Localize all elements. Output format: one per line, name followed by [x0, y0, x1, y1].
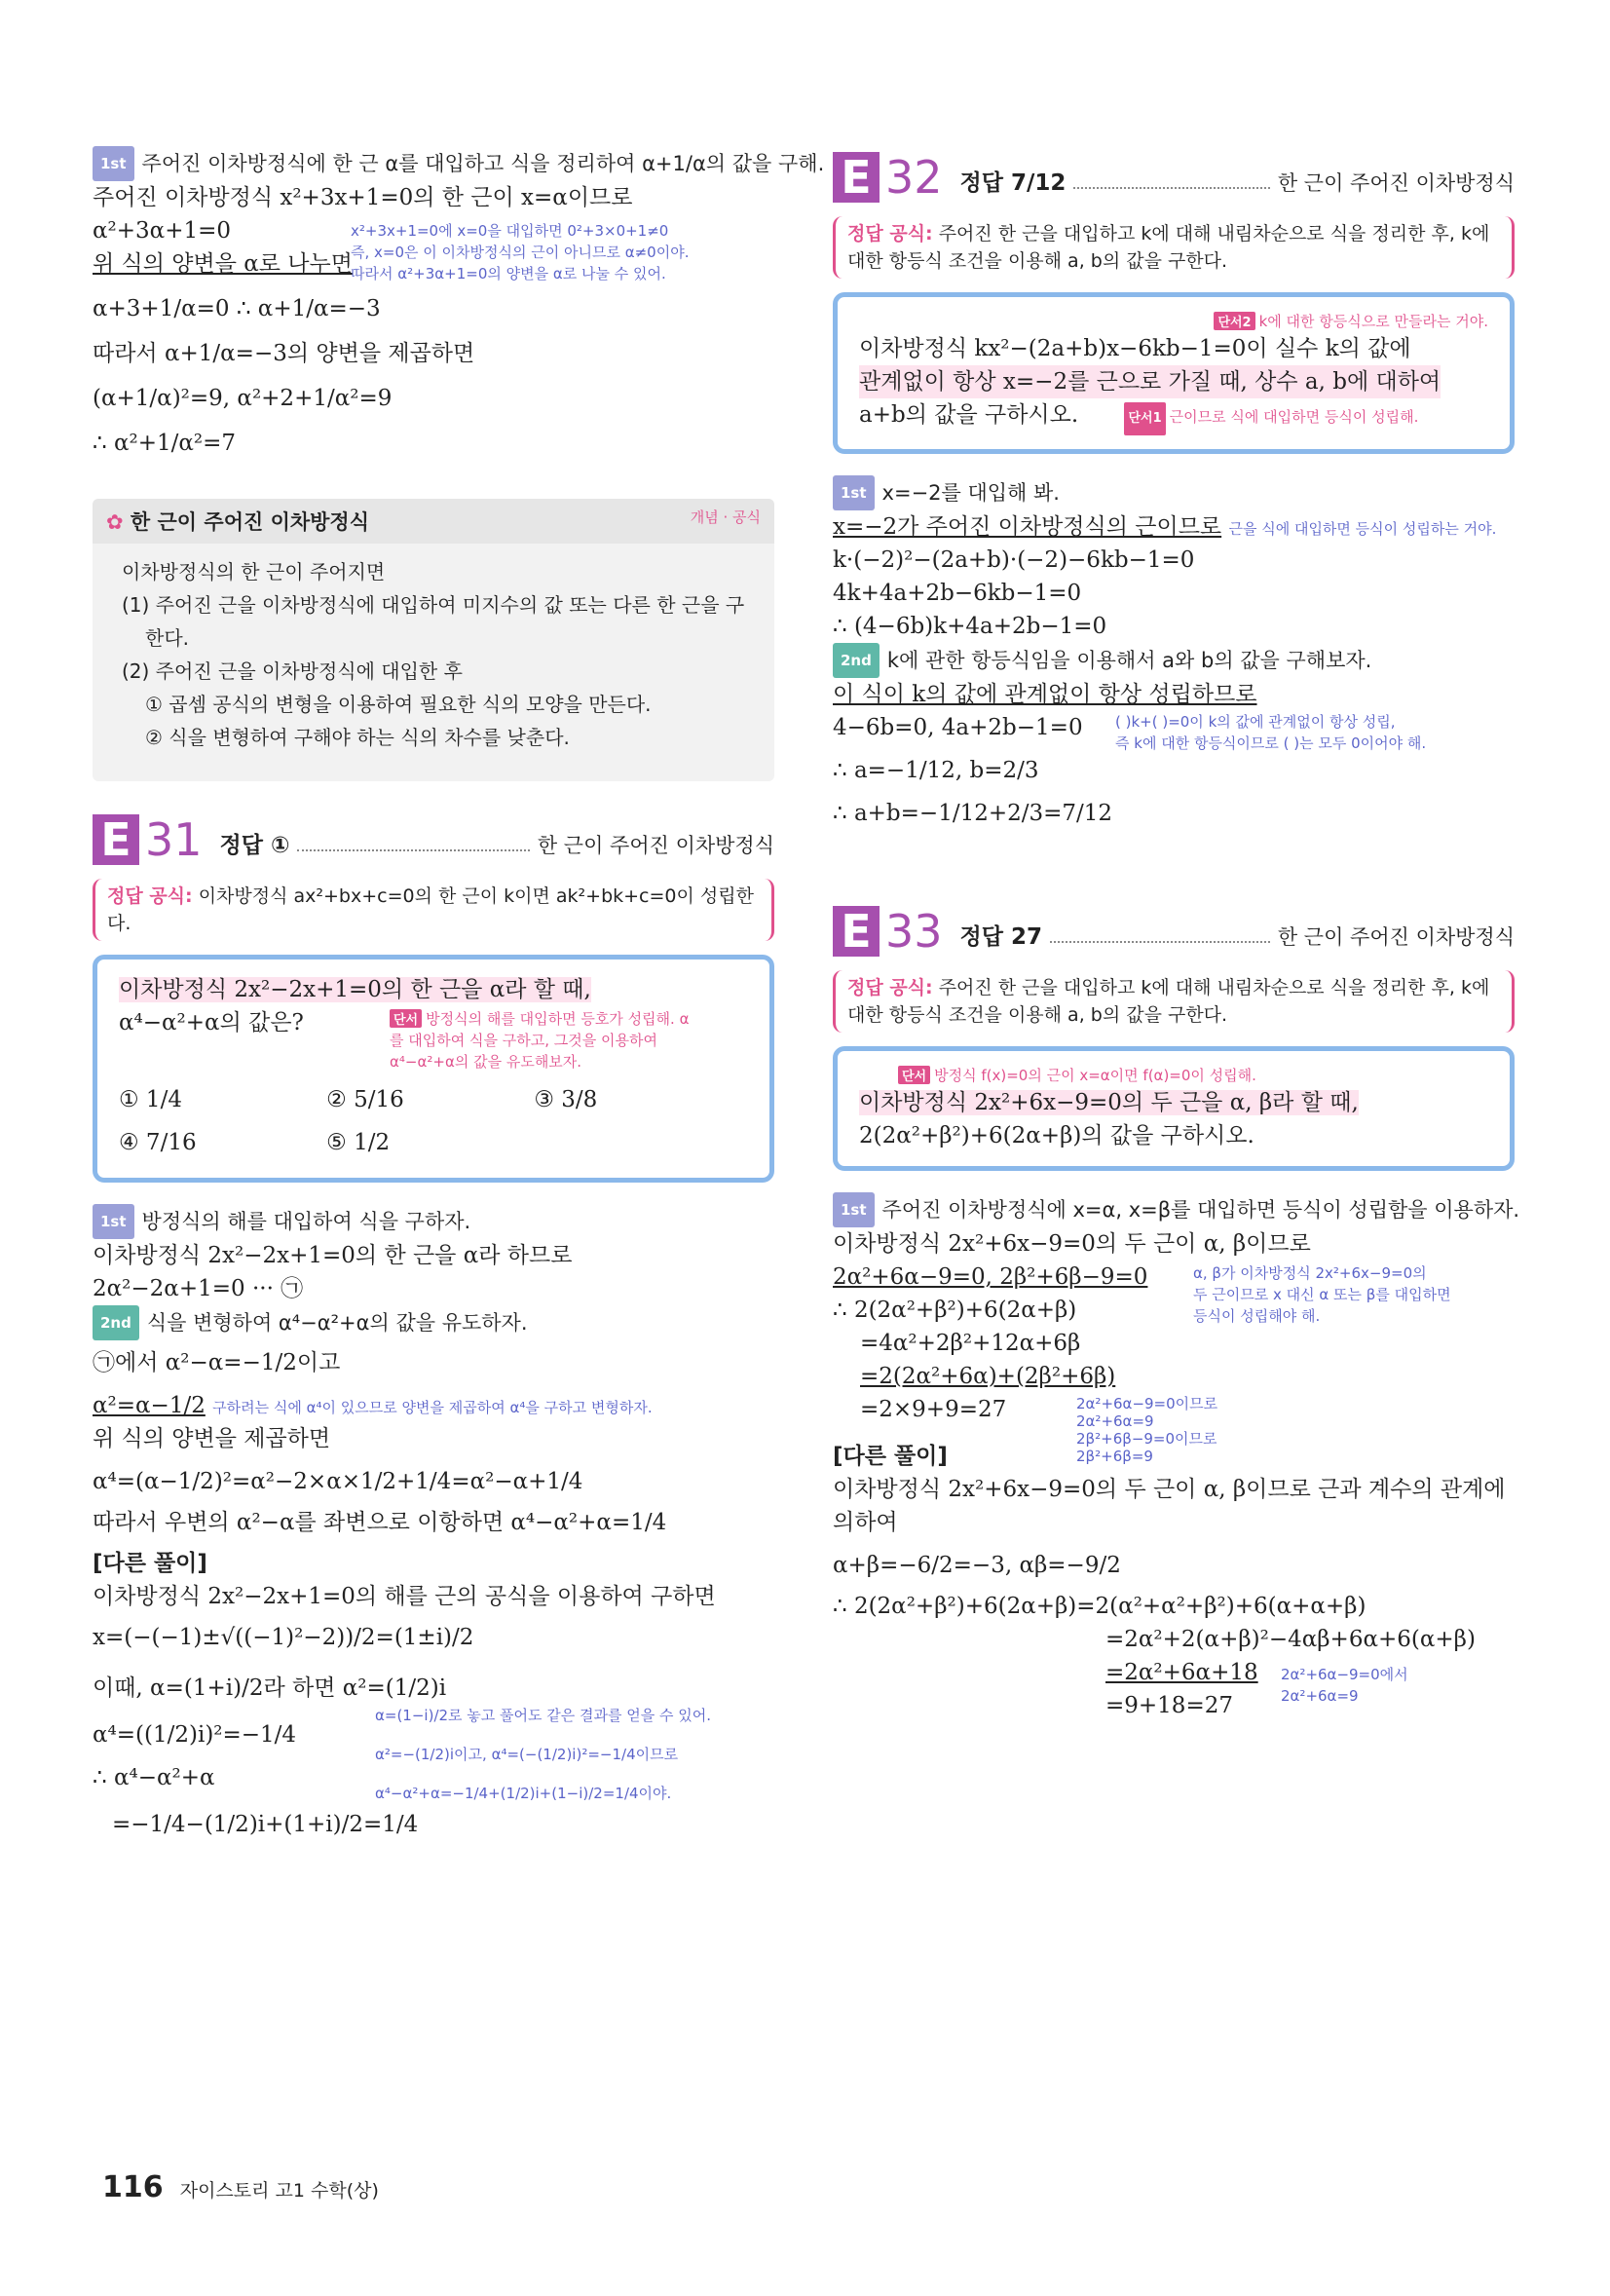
problem-text: 이차방정식 2x²−2x+1=0의 한 근을 α라 할 때,	[119, 977, 591, 1002]
solution-line: ∴ α²+1/α²=7	[93, 431, 237, 456]
alt-block	[93, 1672, 774, 1841]
solution-line: x=(−(−1)±√((−1)²−2))/2=(1±i)/2	[93, 1625, 474, 1650]
solution-line: 주어진 이차방정식 x²+3x+1=0의 한 근이 x=α이므로	[93, 185, 633, 210]
problem-box	[833, 1046, 1515, 1171]
solution-line: α⁴=(α−1/2)²=α²−2×α×1/2+1/4=α²−α+1/4	[93, 1469, 583, 1494]
solution-line: ∴ a+b=−1/12+2/3=7/12	[833, 801, 1113, 826]
alt-solution-title: [다른 풀이]	[93, 1551, 207, 1576]
problem-text: a+b의 값을 구하시오. 단서1 근이므로 식에 대입하면 등식이 성립해.	[859, 398, 1488, 435]
solution-line: 이차방정식 2x²−2x+1=0의 해를 근의 공식을 이용하여 구하면	[93, 1584, 716, 1609]
side-note: 2α²+6α−9=0이므로 2α²+6α=9 2β²+6β−9=0이므로 2β²+6β=9	[1076, 1395, 1218, 1465]
problem-text: 관계없이 항상 x=−2를 근으로 가질 때, 상수 a, b에 대하여	[859, 365, 1441, 398]
problem-box	[93, 955, 774, 1183]
e-badge: E	[93, 814, 139, 865]
right-column	[833, 146, 1520, 1722]
solution-line: ∴ a=−1/12, b=2/3	[833, 758, 1039, 783]
problem-text: 이차방정식 2x²+6x−9=0의 두 근을 α, β라 할 때,	[859, 1090, 1359, 1115]
side-note: 2α²+6α−9=0에서 2α²+6α=9	[1281, 1666, 1408, 1705]
topic-label: 한 근이 주어진 이차방정식	[1277, 925, 1515, 949]
solution-line: =2α²+6α+18	[1105, 1660, 1258, 1685]
left-column	[93, 146, 825, 1841]
choice: ② 5/16	[326, 1087, 404, 1112]
solution-line: 위 식의 양변을 제곱하면	[93, 1426, 331, 1451]
choice: ③ 3/8	[534, 1087, 598, 1112]
choice: ① 1/4	[119, 1087, 182, 1112]
page-number: 116	[102, 2170, 164, 2204]
solution-line: α²+3α+1=0	[93, 218, 231, 244]
solution-line: 이차방정식 2x²−2x+1=0의 한 근을 α라 하므로	[93, 1243, 573, 1268]
solution-line: =2×9+9=27	[860, 1397, 1007, 1422]
alt-solution-title: [다른 풀이]	[833, 1444, 948, 1469]
solution-line: 이차방정식 2x²+6x−9=0의 두 근이 α, β이므로	[833, 1231, 1311, 1257]
hint-note: 단서2 k에 대한 항등식으로 만들라는 거야.	[859, 311, 1488, 332]
hint-note: 단서 방정식 f(x)=0의 근이 x=α이면 f(α)=0이 성립해.	[859, 1065, 1488, 1086]
problem-header-e32	[833, 152, 1515, 203]
page-footer	[102, 2170, 379, 2204]
problem-number: 33	[885, 905, 943, 958]
solution-line: k·(−2)²−(2a+b)·(−2)−6kb−1=0	[833, 547, 1195, 573]
answer-label: 정답 27	[959, 924, 1042, 950]
solution-line: 4k+4a+2b−6kb−1=0	[833, 581, 1082, 606]
solution-line: α²=α−1/2 구하려는 식에 α⁴이 있으므로 양변을 제곱하여 α⁴을 구하고 변형하자.	[93, 1393, 653, 1418]
flower-icon: ✿	[106, 510, 124, 534]
solution-line: α+3+1/α=0 ∴ α+1/α=−3	[93, 296, 381, 321]
side-note: α, β가 이차방정식 2x²+6x−9=0의 두 근이므로 x 대신 α 또는 β를 대입하면 등식이 성립해야 해.	[1193, 1264, 1451, 1325]
topic-label: 한 근이 주어진 이차방정식	[537, 834, 774, 857]
solution-line: ∴ (4−6b)k+4a+2b−1=0	[833, 614, 1107, 639]
concept-title: ✿ 한 근이 주어진 이차방정식 개념 · 공식	[93, 499, 774, 544]
topic-label: 한 근이 주어진 이차방정식	[1277, 171, 1515, 195]
solution-line: =4α²+2β²+12α+6β	[860, 1331, 1081, 1356]
step-heading: 2nd k에 관한 항등식임을 이용해서 a와 b의 값을 구해보자.	[833, 643, 1515, 678]
side-note: ( )k+( )=0이 k의 값에 관계없이 항상 성립, 즉 k에 대한 항등식이므로 ( )는 모두 0이어야 해.	[1115, 713, 1427, 752]
problem-text: α⁴−α²+α의 값은?	[119, 1010, 304, 1035]
concept-body: 이차방정식의 한 근이 주어지면 (1) 주어진 근을 이차방정식에 대입하여 미지수의 값 또는 다른 한 근을 구 한다. (2) 주어진 근을 이차방정식에 대입한 후 ① 곱셈 공식의 변형을 이용하여 필요한 식의 모양을 만든다. ② 식을 변형하여 구해야 하는 식의 차수를 낮춘다.	[122, 560, 745, 749]
solution-line: 4−6b=0, 4a+2b−1=0	[833, 715, 1083, 740]
solution-block	[833, 711, 1515, 830]
solution-line: 의하여	[833, 1510, 898, 1535]
solution-line: 위 식의 양변을 α로 나누면	[93, 251, 353, 277]
solution-line: ∴ 2(2α²+β²)+6(2α+β)	[833, 1298, 1077, 1323]
solution-line: =−1/4−(1/2)i+(1+i)/2=1/4	[112, 1812, 419, 1837]
solution-line: x=−2가 주어진 이차방정식의 근이므로 근을 식에 대입하면 등식이 성립하는 거야.	[833, 514, 1497, 540]
side-note: x²+3x+1=0에 x=0을 대입하면 0²+3×0+1≠0 즉, x=0은 이 이차방정식의 근이 아니므로 α≠0이야. 따라서 α²+3α+1=0의 양변을 α로 나눌 수 있어.	[351, 222, 690, 282]
step-heading: 1st x=−2를 대입해 봐.	[833, 475, 1515, 510]
answer-label: 정답 ①	[219, 833, 290, 858]
solution-line: =9+18=27	[1105, 1693, 1233, 1718]
step-heading: 1st 방정식의 해를 대입하여 식을 구하자.	[93, 1204, 774, 1239]
step-heading: 1st 주어진 이차방정식에 x=α, x=β를 대입하면 등식이 성립함을 이용하자.	[833, 1192, 1515, 1227]
solution-line: ㉠에서 α²−α=−1/2이고	[93, 1350, 341, 1375]
solution-line: 이차방정식 2x²+6x−9=0의 두 근이 α, β이므로 근과 계수의 관계에	[833, 1477, 1506, 1502]
choice: ⑤ 1/2	[326, 1130, 391, 1155]
solution-line: ∴ 2(2α²+β²)+6(2α+β)=2(α²+α²+β²)+6(α+α+β)	[833, 1594, 1367, 1619]
hint-note: 단서 방정식의 해를 대입하면 등호가 성립해. α를 대입하여 식을 구하고, 그것을 이용하여 α⁴−α²+α의 값을 유도해보자.	[390, 1010, 690, 1071]
problem-header-e31	[93, 814, 774, 865]
step-heading: 2nd 식을 변형하여 α⁴−α²+α의 값을 유도하자.	[93, 1305, 774, 1340]
solution-line: 2α²−2α+1=0 ··· ㉠	[93, 1276, 304, 1301]
solution-line: =2α²+2(α+β)²−4αβ+6α+6(α+β)	[1105, 1627, 1476, 1652]
solution-line: ∴ α⁴−α²+α	[93, 1765, 215, 1790]
solution-line: (α+1/α)²=9, α²+2+1/α²=9	[93, 386, 393, 411]
problem-number: 32	[885, 151, 943, 204]
solution-line: α+β=−6/2=−3, αβ=−9/2	[833, 1553, 1121, 1578]
book-title: 자이스토리 고1 수학(상)	[179, 2180, 379, 2202]
side-note: α=(1−i)/2로 놓고 풀어도 같은 결과를 얻을 수 있어. α²=−(1/2)i이고, α⁴=(−(1/2)i)²=−1/4이므로 α⁴−α²+α=−1/4+(1/2)i+(1−i)/2=1/4이야.	[375, 1707, 712, 1802]
e-badge: E	[833, 152, 880, 203]
formula-box: 정답 공식: 주어진 한 근을 대입하고 k에 대해 내림차순으로 식을 정리한 후, k에 대한 항등식 조건을 이용해 a, b의 값을 구한다.	[833, 970, 1515, 1033]
step-heading: 1st 주어진 이차방정식에 한 근 α를 대입하고 식을 정리하여 α+1/α의 값을 구해.	[93, 146, 774, 181]
problem-text: 이차방정식 kx²−(2a+b)x−6kb−1=0이 실수 k의 값에	[859, 336, 1411, 361]
solution-block	[833, 1590, 1515, 1722]
solution-line: 2α²+6α−9=0, 2β²+6β−9=0	[833, 1264, 1148, 1290]
choice: ④ 7/16	[119, 1130, 197, 1155]
formula-box: 정답 공식: 이차방정식 ax²+bx+c=0의 한 근이 k이면 ak²+bk+c=0이 성립한다.	[93, 879, 774, 941]
concept-box	[93, 499, 774, 781]
problem-header-e33	[833, 906, 1515, 957]
solution-line: 따라서 α+1/α=−3의 양변을 제곱하면	[93, 341, 475, 366]
problem-number: 31	[145, 813, 203, 866]
solution-line: =2(2α²+6α)+(2β²+6β)	[860, 1364, 1116, 1389]
solution-line: α⁴=((1/2)i)²=−1/4	[93, 1722, 297, 1748]
problem-text: 2(2α²+β²)+6(2α+β)의 값을 구하시오.	[859, 1123, 1254, 1148]
solution-line: 이때, α=(1+i)/2라 하면 α²=(1/2)i	[93, 1675, 447, 1701]
problem-box	[833, 292, 1515, 454]
solution-line: 이 식이 k의 값에 관계없이 항상 성립하므로	[833, 682, 1257, 707]
formula-box: 정답 공식: 주어진 한 근을 대입하고 k에 대해 내림차순으로 식을 정리한 후, k에 대한 항등식 조건을 이용해 a, b의 값을 구한다.	[833, 216, 1515, 279]
choices	[119, 1078, 748, 1164]
solution-line: 따라서 우변의 α²−α를 좌변으로 이항하면 α⁴−α²+α=1/4	[93, 1510, 667, 1535]
answer-label: 정답 7/12	[959, 170, 1067, 196]
e-badge: E	[833, 906, 880, 957]
solution-block	[93, 181, 774, 460]
